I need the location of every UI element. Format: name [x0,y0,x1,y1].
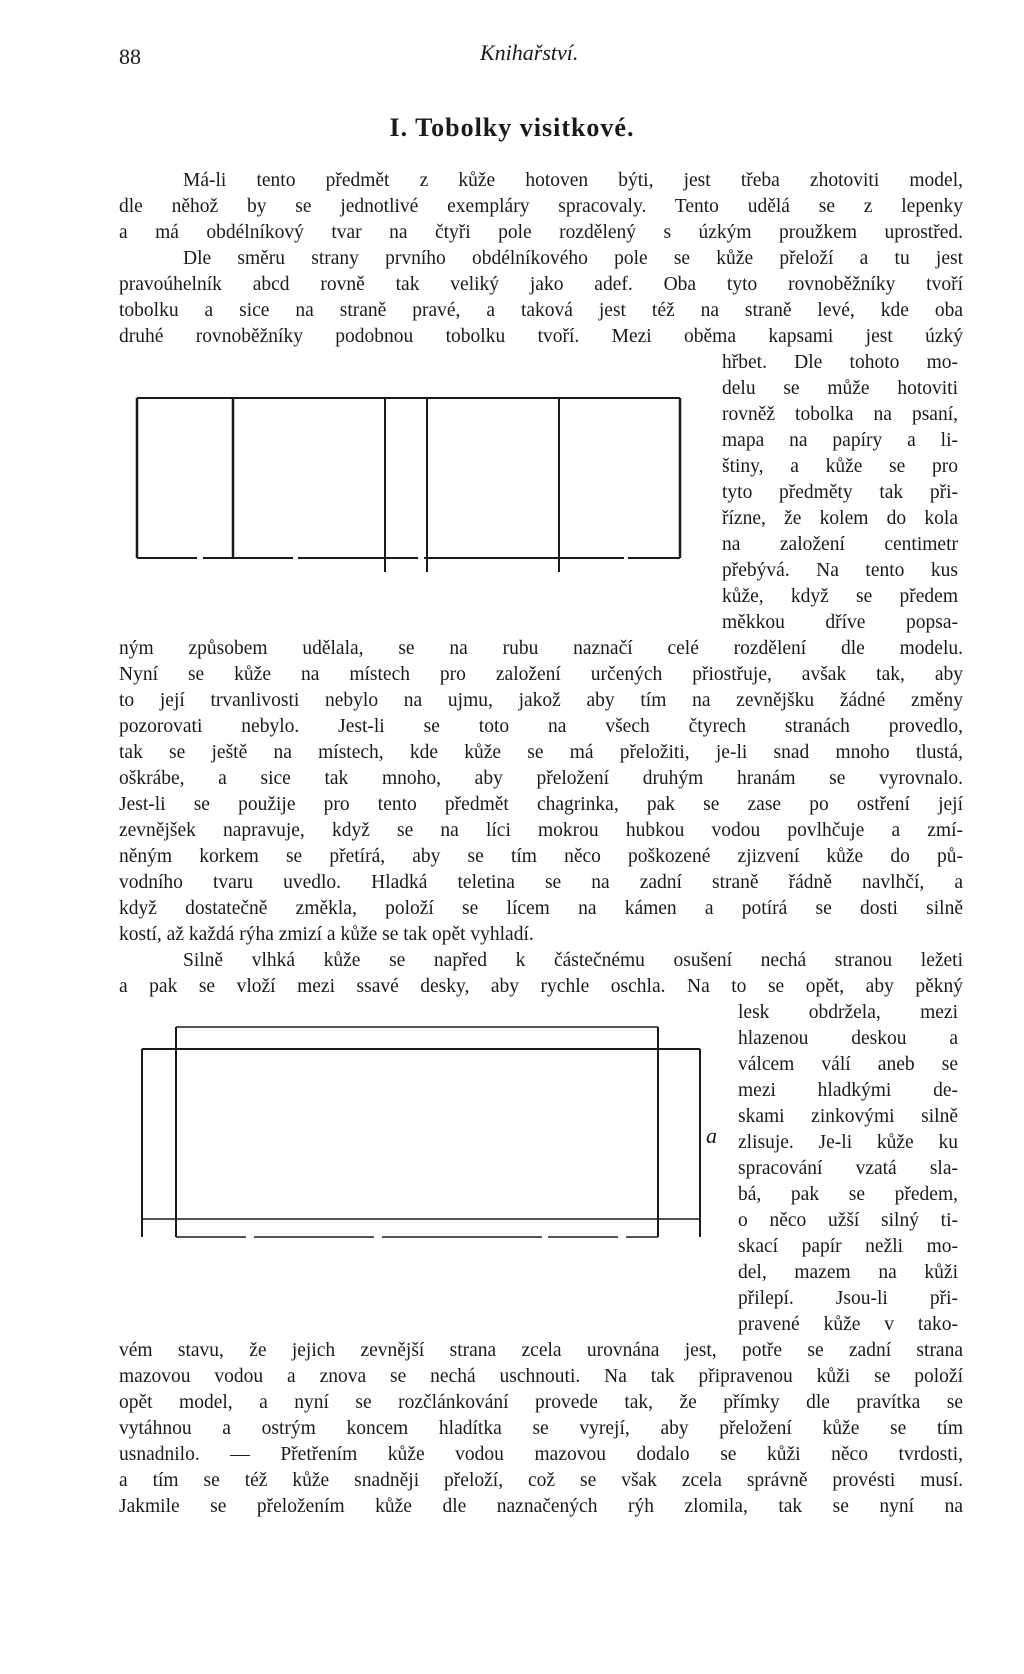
text-line: a tím se též kůže snadněji přeloží, což se však zcela správně provésti musí. [119,1470,963,1491]
text-line: delu se může hotoviti [722,378,958,399]
page-number: 88 [119,44,141,69]
text-line: zevnějšek napravuje, když se na líci mokrou hubkou vodou povlhčuje a zmí- [119,820,963,841]
text-line: vém stavu, že jejich zevnější strana zcela urovnána jest, potře se zadní strana [119,1340,963,1361]
text-line: štiny, a kůže se pro [722,456,958,477]
text-line: na založení centimetr [722,534,958,555]
text-line: tyto předměty tak při- [722,482,958,503]
text-line: hlazenou deskou a [738,1028,958,1049]
text-line: oškrábe, a sice tak mnoho, aby přeložení druhým hranám se vyrovnalo. [119,768,963,789]
text-line: hřbet. Dle tohoto mo- [722,352,958,373]
text-line: skami zinkovými silně [738,1106,958,1127]
text-line: válcem válí aneb se [738,1054,958,1075]
text-line: vodního tvaru uvedlo. Hladká teletina se na zadní straně řádně navlhčí, a [119,872,963,893]
text-line: a pak se vloží mezi ssavé desky, aby rychle oschla. Na to se opět, aby pěkný [119,976,963,997]
text-line: přilepí. Jsou-li při- [738,1288,958,1309]
text-line: kůže, když se předem [722,586,958,607]
text-line: del, mazem na kůži [738,1262,958,1283]
text-line: mezi hladkými de- [738,1080,958,1101]
text-line: pravené kůže v tako- [738,1314,958,1335]
text-line: rovněž tobolka na psaní, [722,404,958,425]
text-line: bá, pak se předem, [738,1184,958,1205]
text-line: spracování vzatá sla- [738,1158,958,1179]
text-line: pozorovati nebylo. Jest-li se toto na všech čtyrech stranách provedlo, [119,716,963,737]
text-line: ným způsobem udělala, se na rubu naznačí celé rozdělení dle modelu. [119,638,963,659]
text-line: tak se ještě na místech, kde kůže se má přeložiti, je-li snad mnoho tlustá, [119,742,963,763]
text-line: opět model, a nyní se rozčlánkování provede tak, že přímky dle pravítka se [119,1392,963,1413]
text-line: lesk obdržela, mezi [738,1002,958,1023]
text-line: Jest-li se použije pro tento předmět chagrinka, pak se zase po ostření její [119,794,963,815]
text-line: řízne, že kolem do kola [722,508,958,529]
text-line: Dle směru strany prvního obdélníkového pole se kůže přeloží a tu jest [183,248,963,269]
figure-case-model [135,396,685,576]
text-line: když dostatečně změkla, položí se lícem na kámen a potírá se dosti silně [119,898,963,919]
text-line: něným korkem se přetírá, aby se tím něco poškozené zjizvení kůže do pů- [119,846,963,867]
text-line: to její trvanlivosti nebylo na ujmu, jakož aby tím na zevnějšku žádné změny [119,690,963,711]
text-line: měkkou dříve popsa- [722,612,958,633]
figure-label-a: a [706,1123,717,1148]
running-head: Knihařství. [480,40,579,65]
text-line: druhé rovnoběžníky podobnou tobolku tvoří. Mezi oběma kapsami jest úzký [119,326,963,347]
text-line: vytáhnou a ostrým koncem hladítka se vyrejí, aby přeložení kůže se tím [119,1418,963,1439]
text-line: mapa na papíry a li- [722,430,958,451]
text-line: přebývá. Na tento kus [722,560,958,581]
text-line: skací papír nežli mo- [738,1236,958,1257]
text-line: mazovou vodou a znova se nechá uschnouti. Na tak připravenou kůži se položí [119,1366,963,1387]
text-line: a má obdélníkový tvar na čtyři pole rozdělený s úzkým proužkem uprostřed. [119,222,963,243]
text-line: tobolku a sice na straně pravé, a taková jest též na straně levé, kde oba [119,300,963,321]
text-line: pravoúhelník abcd rovně tak veliký jako adef. Oba tyto rovnoběžníky tvoří [119,274,963,295]
section-title: I. Tobolky visitkové. [389,113,635,142]
figure-pattern-a [140,1025,730,1255]
text-line: zlisuje. Je-li kůže ku [738,1132,958,1153]
text-line: o něco užší silný ti- [738,1210,958,1231]
text-line: usnadnilo. — Přetřením kůže vodou mazovou dodalo se kůži něco tvrdosti, [119,1444,963,1465]
text-line: Má-li tento předmět z kůže hotoven býti, jest třeba zhotoviti model, [183,170,963,191]
text-line: dle něhož by se jednotlivé exempláry spracovaly. Tento udělá se z lepenky [119,196,963,217]
text-line: kostí, až každá rýha zmizí a kůže se tak opět vyhladí. [119,924,534,945]
text-line: Jakmile se přeložením kůže dle naznačených rýh zlomila, tak se nyní na [119,1496,963,1517]
text-line: Nyní se kůže na místech pro založení určených přiostřuje, avšak tak, aby [119,664,963,685]
text-line: Silně vlhká kůže se napřed k částečnému osušení nechá stranou ležeti [183,950,963,971]
